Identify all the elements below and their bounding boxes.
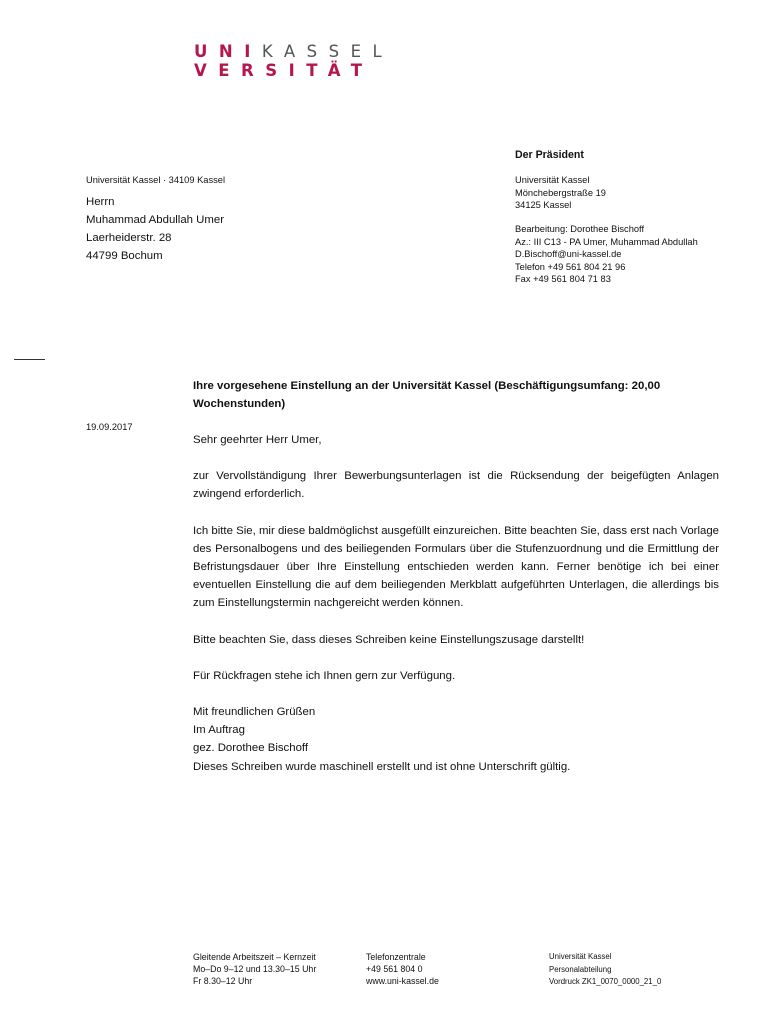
sender-email[interactable]: D.Bischoff@uni-kassel.de bbox=[515, 249, 622, 260]
closing-line: gez. Dorothee Bischoff bbox=[193, 742, 309, 755]
footer-line: Gleitende Arbeitszeit – Kernzeit bbox=[193, 952, 316, 962]
return-address: Universität Kassel · 34109 Kassel bbox=[86, 175, 226, 185]
sender-fax: Fax +49 561 804 71 83 bbox=[515, 274, 611, 285]
recipient-line: 44799 Bochum bbox=[86, 250, 163, 262]
footer-working-hours bbox=[193, 951, 316, 987]
footer-line: Personalabteilung bbox=[549, 964, 612, 974]
sender-contact-line: Bearbeitung: Dorothee Bischoff bbox=[515, 224, 645, 234]
logo-text-uni: UNI bbox=[194, 42, 262, 61]
paragraph: Bitte beachten Sie, dass dieses Schreiben keine Einstellungszusage darstellt! bbox=[193, 633, 585, 646]
footer-line: Vordruck ZK1_0070_0000_21_0 bbox=[549, 977, 662, 986]
letter-body bbox=[193, 431, 719, 776]
sender-address bbox=[515, 174, 606, 212]
logo-text-aet: ÄT bbox=[327, 61, 374, 80]
footer-line: +49 561 804 0 bbox=[366, 964, 423, 974]
paragraph: Ich bitte Sie, mir diese baldmöglichst ausgefüllt einzureichen. Bitte beachten Sie, dass erst nach Vorlage des Personalbogens und des beiliegenden Formulars über die Stufenzuordnung und die Ermittlung der Befristungsdauer über Ihre Einstellung entschieden werden kann. Ferner benötige ich bei einer eventuellen Einstellung die auf dem beiliegenden Merkblatt aufgeführten Unterlagen, die allerdings bis zum Einstellungstermin nachgereicht werden können. bbox=[193, 524, 719, 610]
university-logo bbox=[194, 42, 393, 80]
closing-line: Im Auftrag bbox=[193, 724, 245, 737]
recipient-line: Herrn bbox=[86, 196, 115, 208]
logo-line-1 bbox=[194, 42, 393, 61]
footer-line: Fr 8.30–12 Uhr bbox=[193, 976, 253, 986]
footer-line: Mo–Do 9–12 und 13.30–15 Uhr bbox=[193, 964, 317, 974]
footer-website-link[interactable]: www.uni-kassel.de bbox=[366, 976, 439, 986]
logo-line-2 bbox=[194, 61, 393, 80]
footer-line: Universität Kassel bbox=[549, 952, 612, 961]
paragraph: zur Vervollständigung Ihrer Bewerbungsunterlagen ist die Rücksendung der beigefügten Anlagen zwingend erforderlich. bbox=[193, 470, 719, 501]
sender-address-line: Universität Kassel bbox=[515, 175, 590, 185]
letter-subject: Ihre vorgesehene Einstellung an der Universität Kassel (Beschäftigungsumfang: 20,00 Wochenstunden) bbox=[193, 380, 661, 411]
salutation: Sehr geehrter Herr Umer, bbox=[193, 434, 322, 446]
footer-line: Telefonzentrale bbox=[366, 952, 426, 962]
logo-text-kassel: KASSEL bbox=[261, 42, 394, 61]
closing bbox=[193, 703, 719, 776]
fold-mark bbox=[14, 359, 45, 360]
recipient-line: Laerheiderstr. 28 bbox=[86, 232, 172, 244]
recipient-line: Muhammad Abdullah Umer bbox=[86, 214, 225, 226]
sender-address-line: Mönchebergstraße 19 bbox=[515, 187, 606, 198]
letter-date: 19.09.2017 bbox=[86, 422, 133, 432]
logo-text-versit: VERSIT bbox=[194, 61, 328, 80]
sender-contact bbox=[515, 223, 698, 286]
sender-phone: Telefon +49 561 804 21 96 bbox=[515, 261, 626, 272]
footer-form-info bbox=[549, 951, 661, 989]
closing-line: Mit freundlichen Grüßen bbox=[193, 706, 316, 719]
paragraph: Für Rückfragen stehe ich Ihnen gern zur Verfügung. bbox=[193, 669, 456, 682]
sender-title: Der Präsident bbox=[515, 149, 584, 161]
recipient-address bbox=[86, 193, 224, 265]
closing-line: Dieses Schreiben wurde maschinell erstellt und ist ohne Unterschrift gültig. bbox=[193, 760, 571, 773]
sender-contact-line: Az.: III C13 - PA Umer, Muhammad Abdullah bbox=[515, 236, 698, 247]
footer-contact bbox=[366, 951, 439, 987]
sender-address-line: 34125 Kassel bbox=[515, 200, 572, 211]
